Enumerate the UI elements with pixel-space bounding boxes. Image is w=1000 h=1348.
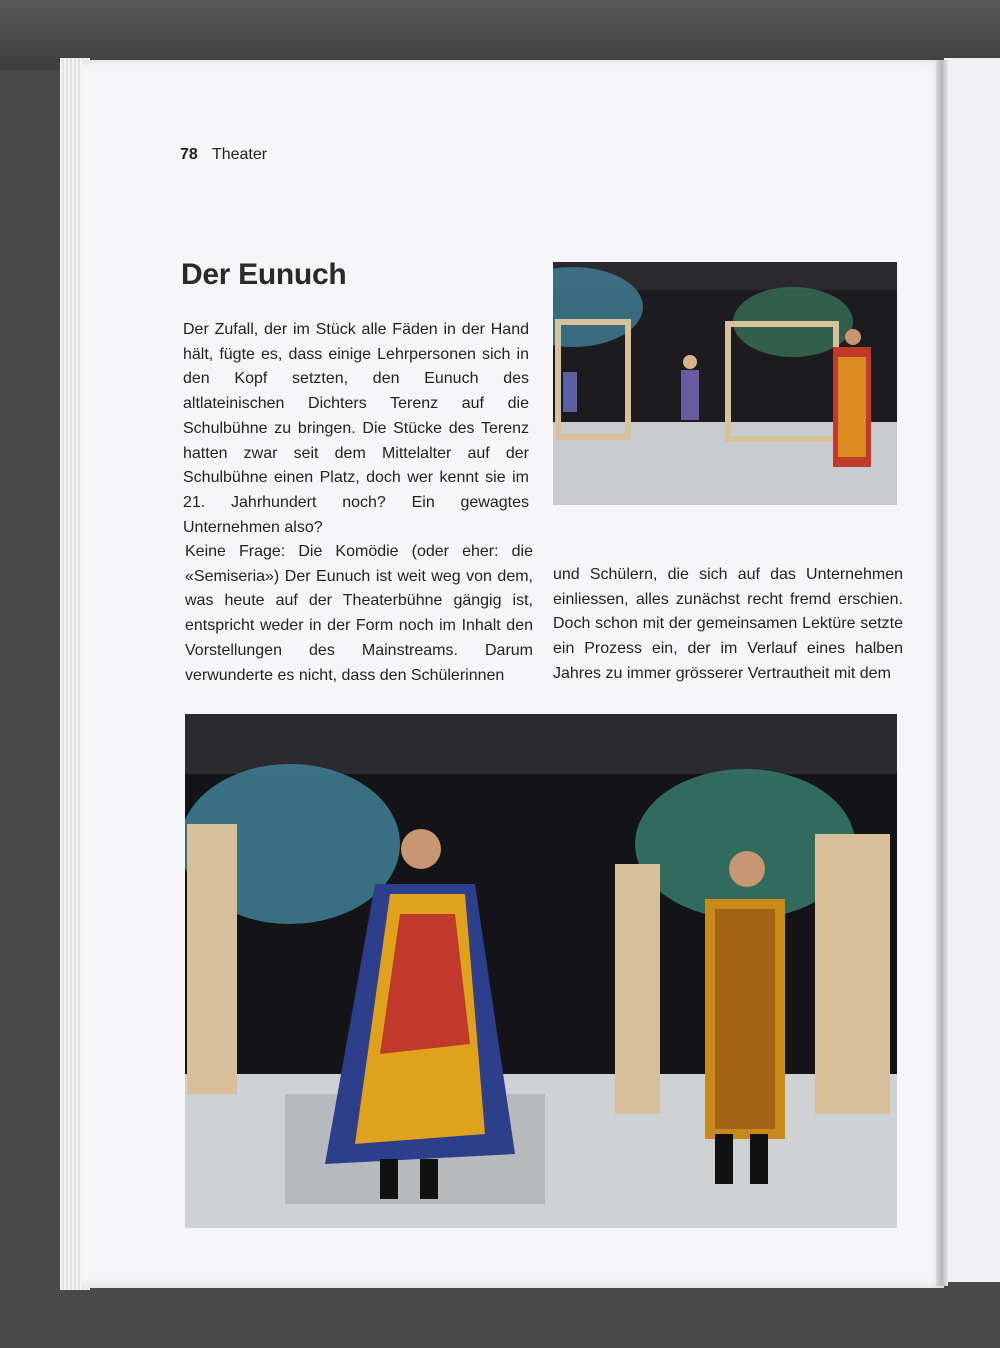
stage-photo-small	[553, 262, 897, 505]
stage-photo-large	[185, 714, 897, 1228]
article-title: Der Eunuch	[181, 258, 347, 291]
book-gutter	[936, 60, 948, 1286]
section-name: Theater	[211, 146, 268, 163]
body-paragraph-3: und Schülern, die sich auf das Unternehmen einliessen, alles zunächst recht fremd erschien. Doch schon mit der gemeinsamen Lektüre setzte ein Prozess ein, der im Verlauf eines halben Jahres zu immer grösserer Vertrautheit mit dem	[553, 566, 903, 682]
page-number: 78	[180, 146, 198, 163]
facing-page-edge	[944, 58, 1000, 1282]
body-paragraph-2: Keine Frage: Die Komödie (oder eher: die «Semiseria») Der Eunuch ist weit weg von dem, was heute auf der Theaterbühne gängig ist, entspricht weder in der Form noch im Inhalt den Vorstellungen des Mainstreams. Darum verwunderte es nicht, dass den Schülerinnen	[185, 543, 533, 684]
running-head	[180, 146, 267, 164]
body-paragraph-1: Der Zufall, der im Stück alle Fäden in der Hand hält, fügte es, dass einige Lehrpersonen sich in den Kopf setzten, den Eunuch des altlateinischen Dichters Terenz auf die Schulbühne zu bringen. Die Stücke des Terenz hatten zwar seit dem Mittelalter auf der Schulbühne einen Platz, doch wer kennt sie im 21. Jahrhundert noch? Ein gewagtes Unternehmen also?	[183, 321, 529, 536]
